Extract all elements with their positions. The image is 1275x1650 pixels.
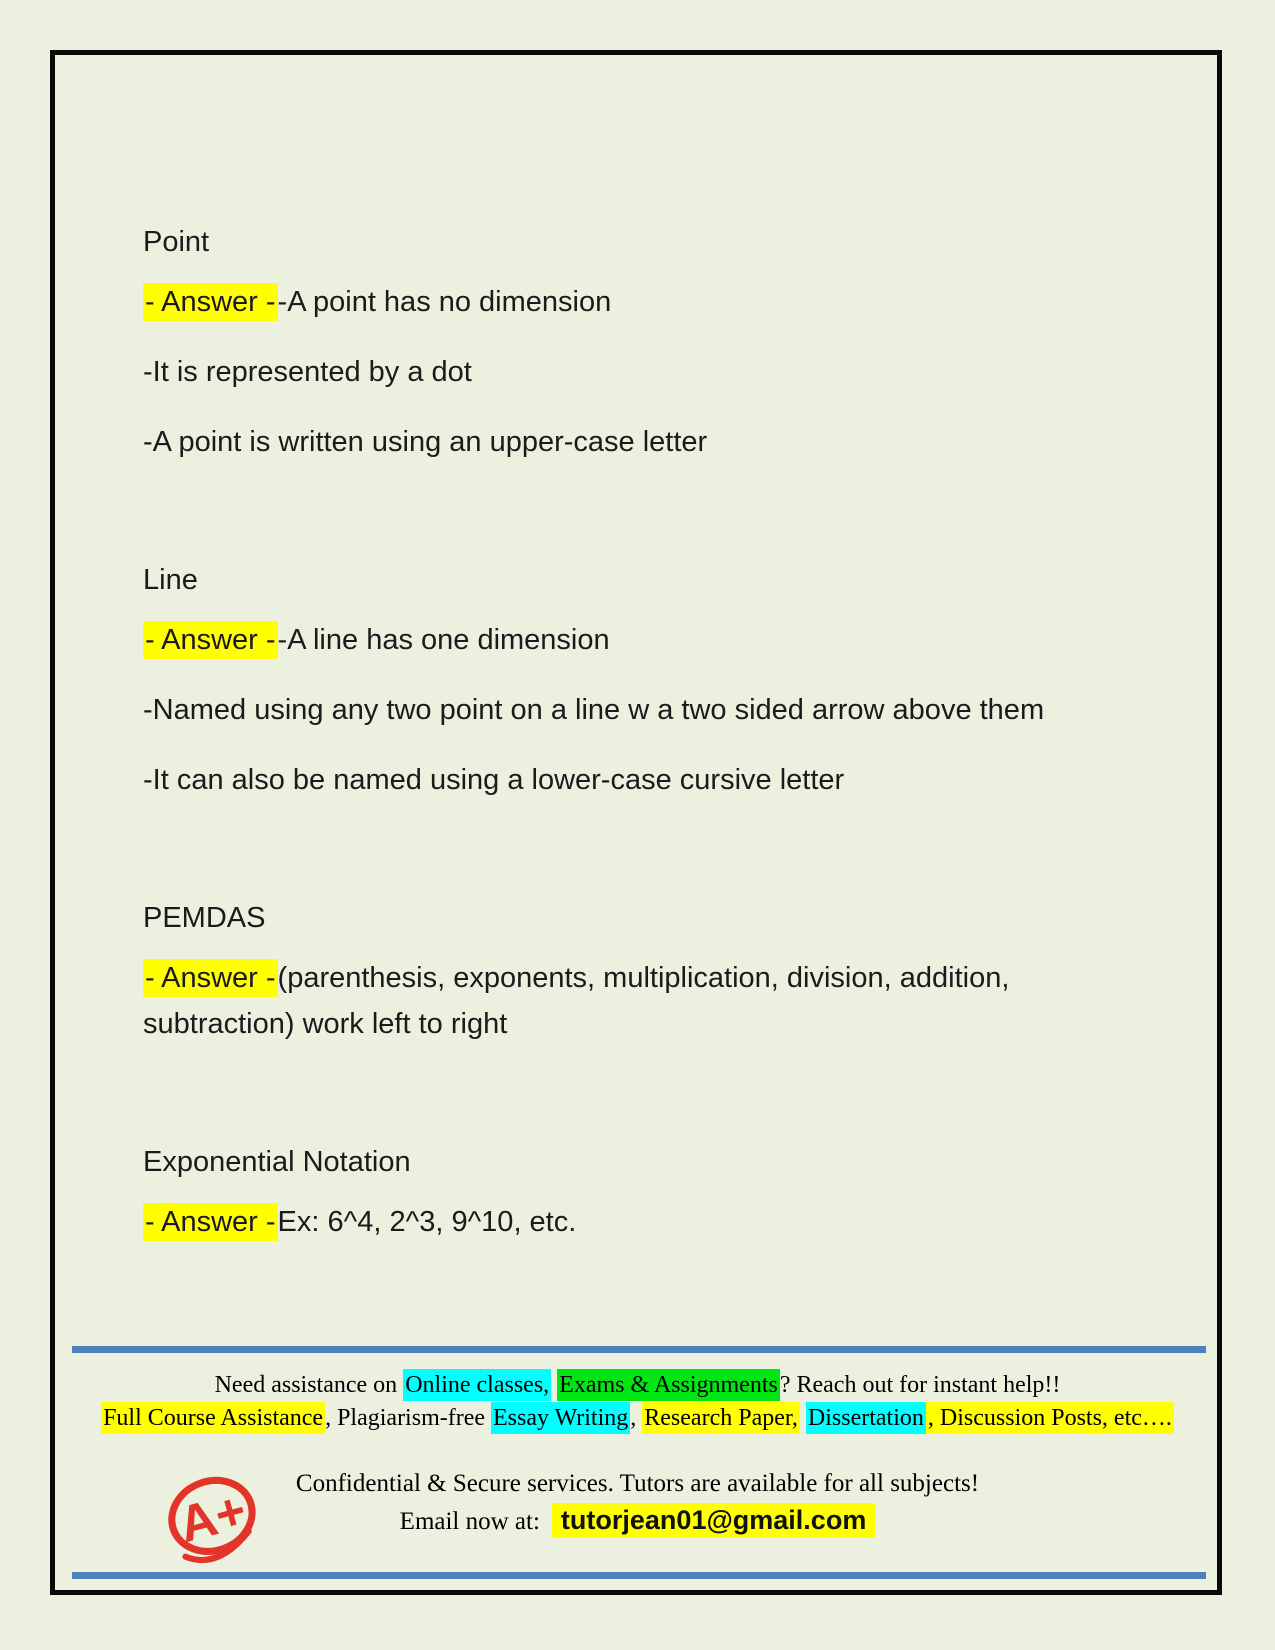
tagline-text: Confidential & Secure services. Tutors are available for all subjects! <box>295 1470 980 1497</box>
answer-line <box>143 1199 1220 1245</box>
term-title: Point <box>143 226 210 258</box>
note-line: -It is represented by a dot <box>143 356 472 388</box>
study-guide-content <box>55 55 1220 1269</box>
banner-text: Need assistance on <box>214 1372 404 1398</box>
qa-section-point <box>143 219 1220 465</box>
note-line: -It can also be named using a lower-case cursive letter <box>143 764 845 796</box>
banner-highlight-research-paper: Research Paper, <box>642 1402 800 1434</box>
banner-highlight-essay-writing: Essay Writing <box>491 1402 630 1434</box>
banner-highlight-online-classes: Online classes, <box>403 1369 551 1401</box>
answer-label-highlight: - Answer - <box>143 283 278 321</box>
email-address: tutorjean01@gmail.com <box>552 1503 875 1538</box>
note-line: -Named using any two point on a line w a two sided arrow above them <box>143 694 1045 726</box>
answer-text: (parenthesis, exponents, multiplication, division, addition, subtraction) work left to right <box>143 962 1010 1040</box>
answer-text: -A line has one dimension <box>277 624 610 656</box>
answer-text: Ex: 6^4, 2^3, 9^10, etc. <box>277 1206 577 1238</box>
banner-highlight-dissertation: Dissertation <box>806 1402 926 1434</box>
banner-highlight-discussion-posts: , Discussion Posts, etc…. <box>926 1402 1174 1434</box>
banner-highlight-exams-assignments: Exams & Assignments <box>557 1369 780 1401</box>
qa-section-exponential-notation <box>143 1139 1220 1245</box>
answer-line <box>143 617 1220 663</box>
divider-line-top <box>72 1346 1206 1353</box>
term-title: PEMDAS <box>143 902 266 934</box>
banner-text <box>800 1405 806 1431</box>
help-banner-line1 <box>55 1369 1220 1402</box>
divider-line-bottom <box>72 1572 1206 1579</box>
answer-text: -A point has no dimension <box>277 286 612 318</box>
email-row <box>55 1503 1220 1538</box>
help-banner-line2 <box>55 1402 1220 1435</box>
term-title: Line <box>143 564 198 596</box>
qa-section-pemdas <box>143 895 1220 1047</box>
a-plus-logo-text: A+ <box>172 1480 252 1554</box>
answer-line <box>143 955 1103 1047</box>
email-label: Email now at: <box>399 1508 540 1535</box>
banner-highlight-full-course: Full Course Assistance <box>101 1402 325 1434</box>
term-title: Exponential Notation <box>143 1146 411 1178</box>
answer-label-highlight: - Answer - <box>143 621 278 659</box>
note-line: -A point is written using an upper-case letter <box>143 426 708 458</box>
banner-text: , <box>630 1405 643 1431</box>
banner-text: , Plagiarism-free <box>325 1405 492 1431</box>
answer-label-highlight: - Answer - <box>143 1203 278 1241</box>
qa-section-line <box>143 557 1220 803</box>
answer-label-highlight: - Answer - <box>143 959 278 997</box>
answer-line <box>143 279 1220 325</box>
banner-text: ? Reach out for instant help!! <box>779 1372 1061 1398</box>
